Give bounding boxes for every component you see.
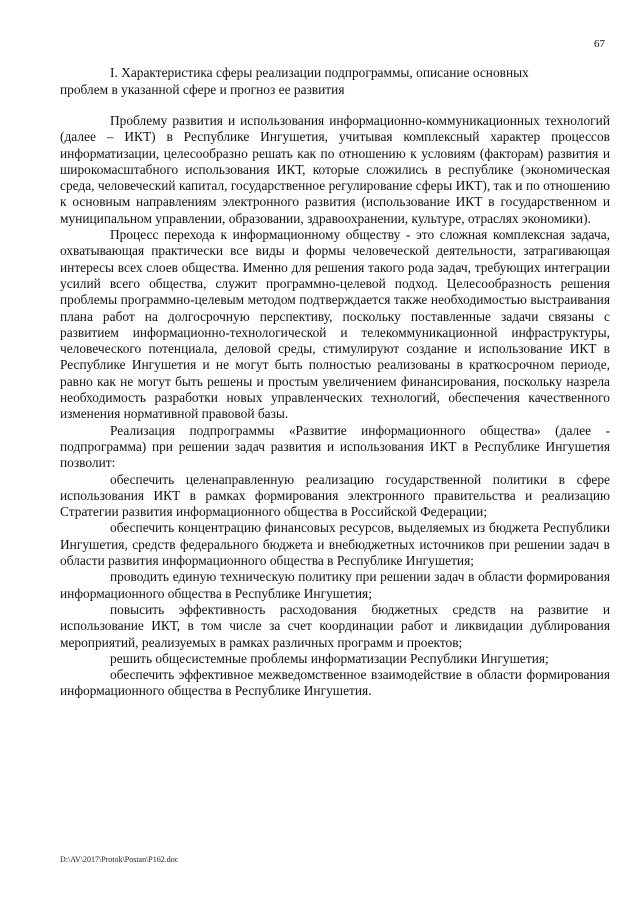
section-heading [60, 64, 600, 98]
list-item: проводить единую техническую политику при решении задач в области формирования информационного общества в Республике Ингушетия; [60, 569, 610, 601]
section-heading-line-2: проблем в указанной сфере и прогноз ее развития [60, 82, 345, 97]
list-item: повысить эффективность расходования бюджетных средств на развитие и использование ИКТ, в том числе за счет координации работ и ликвидации дублирования мероприятий, реализуемых в рамках различных программ и проектов; [60, 601, 610, 650]
paragraph-ict-problem: Проблему развития и использования информационно-коммуникационных технологий (далее – ИКТ) в Республике Ингушетия, учитывая комплексный характер процессов информатизации, целесообразно решать как по отношению к условиям (факторам) развития и широкомасштабного использования ИКТ, которые сложились в республике (экономическая среда, человеческий капитал, государственное регулирование сферы ИКТ), так и по отношению к основным направлениям электронного развития (использование ИКТ в государственном и муниципальном управлении, образовании, здравоохранении, культуре, отраслях экономики). [60, 113, 610, 226]
list-item: обеспечить концентрацию финансовых ресурсов, выделяемых из бюджета Республики Ингушетия, средств федерального бюджета и внебюджетных источников при решении задач в области развития информационного общества в Республике Ингушетия; [60, 520, 610, 569]
list-item: обеспечить эффективное межведомственное взаимодействие в области формирования информационного общества в Республике Ингушетия. [60, 667, 610, 699]
body-text [60, 113, 610, 700]
section-heading-line-1: I. Характеристика сферы реализации подпрограммы, описание основных [110, 65, 529, 80]
paragraph-information-society-transition: Процесс перехода к информационному обществу - это сложная комплексная задача, охватывающая практически все виды и формы человеческой деятельности, затрагивающая интересы всех слоев общества. Именно для решения такого рода задач, требующих интеграции усилий всего общества, служит программно-целевой подход. Целесообразность решения проблемы программно-целевым методом подтверждается также необходимостью выстраивания плана работ на долгосрочную перспективу, поскольку поставленные задачи связаны с развитием информационно-технологической и телекоммуникационной инфраструктуры, человеческого потенциала, деловой среды, стимулируют создание и использование ИКТ в Республике Ингушетия и не могут быть полностью реализованы в краткосрочном периоде, равно как не могут быть решены и простым увеличением финансирования, поскольку назрела необходимость разработки новых управленческих технологий, обеспечения качественного изменения нормативной правовой базы. [60, 227, 610, 422]
file-path-footer: D:\AV\2017\Protok\Postan\P162.doc [60, 855, 179, 864]
page-number: 67 [594, 38, 605, 50]
list-item: обеспечить целенаправленную реализацию государственной политики в сфере использования ИКТ в рамках формирования электронного правительства и реализацию Стратегии развития информационного общества в Российской Федерации; [60, 471, 610, 520]
paragraph-subprogram-implementation: Реализация подпрограммы «Развитие информационного общества» (далее - подпрограмма) при решении задач развития и использования ИКТ в Республике Ингушетия позволит: [60, 422, 610, 471]
list-item: решить общесистемные проблемы информатизации Республики Ингушетия; [110, 650, 549, 666]
